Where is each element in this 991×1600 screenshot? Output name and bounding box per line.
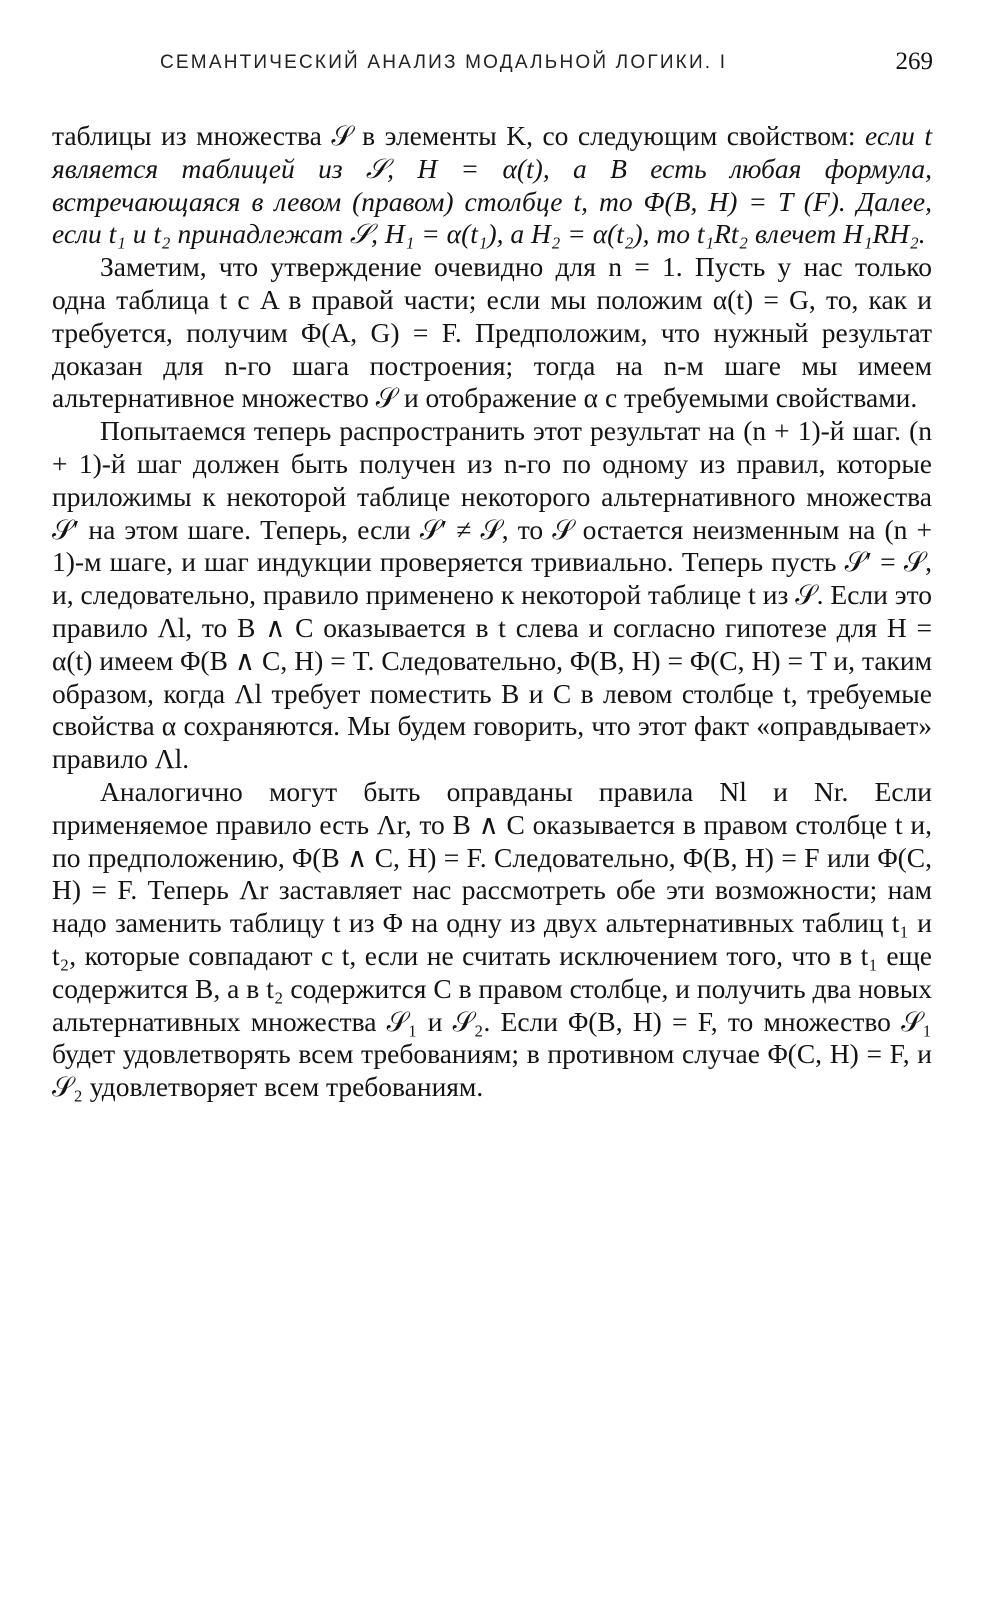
page-number: 269 xyxy=(895,48,933,75)
paragraph-1-italic-statement: если t является таблицей из 𝒮, H = α(t), а B есть любая формула, встречающаяся в левом (правом) столбце t, то Φ(B, H) = T (F). Далее, если t₁ и t₂ принадлежат 𝒮, H₁ = α(t₁), а H₂ = α(t₂), то t₁Rt₂ влечет H₁RH₂. xyxy=(52,120,932,250)
paragraph-3: Попытаемся теперь распространить этот результат на (n + 1)-й шаг. (n + 1)-й шаг должен быть получен из n-го по одному из правил, которые приложимы к некоторой таблице некоторого альтернативного множества 𝒮′ на этом шаге. Теперь, если 𝒮′ ≠ 𝒮, то 𝒮 остается неизменным на (n + 1)-м шаге, и шаг индукции проверяется тривиально. Теперь пусть 𝒮′ = 𝒮, и, следовательно, правило применено к некоторой таблице t из 𝒮. Если это правило Λl, то B ∧ C оказывается в t слева и согласно гипотезе для H = α(t) имеем Φ(B ∧ C, H) = T. Следовательно, Φ(B, H) = Φ(C, H) = T и, таким образом, когда Λl требует поместить B и C в левом столбце t, требуемые свойства α сохраняются. Мы будем говорить, что этот факт «оправдывает» правило Λl. xyxy=(52,415,932,775)
paragraph-1 xyxy=(52,120,932,251)
body-text xyxy=(52,120,932,1104)
running-title: СЕМАНТИЧЕСКИЙ АНАЛИЗ МОДАЛЬНОЙ ЛОГИКИ. I xyxy=(160,52,728,73)
paragraph-2: Заметим, что утверждение очевидно для n = 1. Пусть у нас только одна таблица t с A в правой части; если мы положим α(t) = G, то, как и требуется, получим Φ(A, G) = F. Предположим, что нужный результат доказан для n-го шага построения; тогда на n-м шаге мы имеем альтернативное множество 𝒮 и отображение α с требуемыми свойствами. xyxy=(52,251,932,414)
paragraph-4: Аналогично могут быть оправданы правила Nl и Nr. Если применяемое правило есть Λr, то B ∧ C оказывается в правом столбце t и, по предположению, Φ(B ∧ C, H) = F. Следовательно, Φ(B, H) = F или Φ(C, H) = F. Теперь Λr заставляет нас рассмотреть обе эти возможности; нам надо заменить таблицу t из Φ на одну из двух альтернативных таблиц t₁ и t₂, которые совпадают с t, если не считать исключением того, что в t₁ еще содержится B, а в t₂ содержится C в правом столбце, и получить два новых альтернативных множества 𝒮₁ и 𝒮₂. Если Φ(B, H) = F, то множество 𝒮₁ будет удовлетворять всем требованиям; в противном случае Φ(C, H) = F, и 𝒮₂ удовлетворяет всем требованиям. xyxy=(52,775,932,1103)
page-header xyxy=(52,48,933,82)
paragraph-1-lead: таблицы из множества 𝒮 в элементы K, со следующим свойством: xyxy=(52,120,866,151)
